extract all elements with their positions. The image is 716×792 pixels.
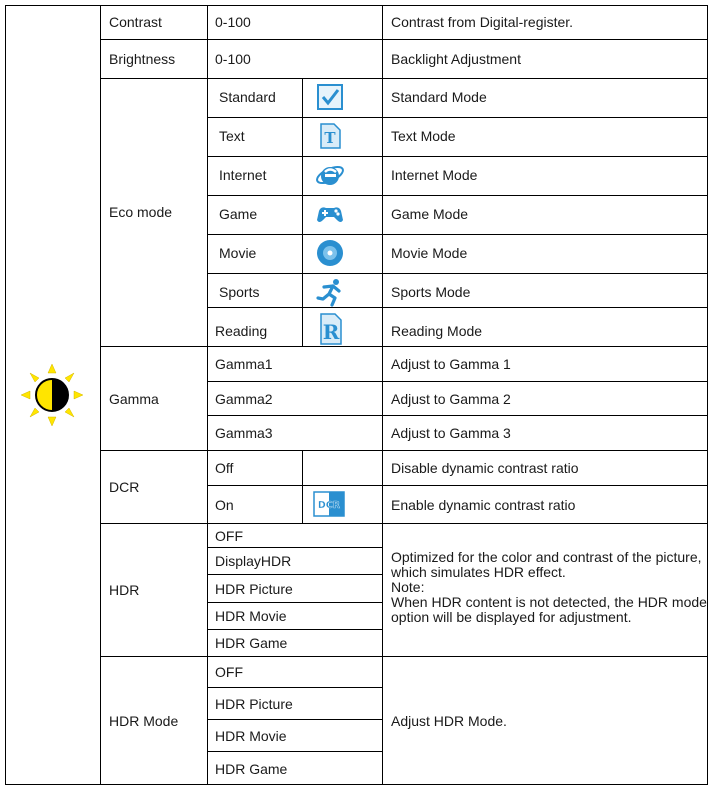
dcr-desc-on: Enable dynamic contrast ratio [391, 497, 576, 513]
gamma-label: Gamma [109, 391, 159, 407]
hdr-mode-item-picture: HDR Picture [215, 696, 293, 712]
gamma-desc-2: Adjust to Gamma 2 [391, 391, 511, 407]
hdr-mode-item-game: HDR Game [215, 761, 288, 777]
eco-item-game: Game [219, 206, 258, 222]
divider [207, 415, 708, 416]
divider [100, 39, 708, 40]
checkmark-icon [315, 82, 345, 112]
eco-desc-standard: Standard Mode [391, 89, 487, 105]
gamepad-icon [315, 199, 345, 229]
divider [207, 273, 708, 274]
divider [382, 5, 383, 785]
divider [207, 719, 382, 720]
dcr-desc-off: Disable dynamic contrast ratio [391, 460, 579, 476]
contrast-desc: Contrast from Digital-register. [391, 14, 574, 30]
eco-desc-game: Game Mode [391, 206, 469, 222]
divider [207, 307, 708, 308]
hdr-item-movie: HDR Movie [215, 608, 287, 624]
hdr-mode-desc: Adjust HDR Mode. [391, 713, 507, 729]
dcr-item-off: Off [215, 460, 234, 476]
divider [207, 751, 382, 752]
dcr-label: DCR [109, 479, 140, 495]
divider [100, 346, 708, 347]
brightness-desc: Backlight Adjustment [391, 51, 521, 67]
hdr-desc [391, 550, 706, 625]
text-icon [315, 121, 345, 151]
brightness-label: Brightness [109, 51, 176, 67]
hdr-desc-line: When HDR content is not detected, the HDR mode [391, 594, 707, 610]
contrast-range: 0-100 [215, 14, 251, 30]
divider [302, 78, 303, 346]
divider [207, 574, 382, 575]
gamma-desc-1: Adjust to Gamma 1 [391, 356, 511, 372]
divider [207, 485, 708, 486]
eco-item-standard: Standard [219, 89, 276, 105]
eco-desc-sports: Sports Mode [391, 284, 471, 300]
divider [302, 450, 303, 523]
divider [100, 656, 708, 657]
gamma-item-1: Gamma1 [215, 356, 273, 372]
divider [207, 156, 708, 157]
hdr-desc-line: which simulates HDR effect. [391, 564, 566, 580]
eco-item-movie: Movie [219, 245, 257, 261]
eco-desc-internet: Internet Mode [391, 167, 478, 183]
divider [207, 381, 708, 382]
eco-desc-reading: Reading Mode [391, 323, 483, 339]
hdr-mode-label: HDR Mode [109, 713, 179, 729]
eco-item-reading: Reading [215, 323, 268, 339]
hdr-item-game: HDR Game [215, 635, 288, 651]
gamma-item-3: Gamma3 [215, 425, 273, 441]
eco-desc-movie: Movie Mode [391, 245, 468, 261]
divider [207, 602, 382, 603]
eco-mode-label: Eco mode [109, 204, 173, 220]
disc-icon [315, 238, 345, 268]
divider [100, 78, 708, 79]
dcr-icon-text: DCR [317, 500, 341, 511]
divider [100, 523, 708, 524]
luminance-table [5, 5, 708, 785]
eco-item-internet: Internet [219, 167, 267, 183]
hdr-item-off: OFF [215, 528, 243, 544]
dcr-item-on: On [215, 497, 234, 513]
hdr-desc-line: Optimized for the color and contrast of the picture, [391, 549, 702, 565]
hdr-label: HDR [109, 582, 140, 598]
dcr-icon [313, 489, 345, 519]
text-icon-letter: T [324, 129, 336, 147]
eco-item-text: Text [219, 128, 245, 144]
hdr-item-picture: HDR Picture [215, 581, 293, 597]
hdr-item-displayhdr: DisplayHDR [215, 553, 292, 569]
eco-desc-text: Text Mode [391, 128, 456, 144]
hdr-desc-line: option will be displayed for adjustment. [391, 609, 632, 625]
divider [100, 450, 708, 451]
divider [207, 687, 382, 688]
divider [207, 195, 708, 196]
gamma-item-2: Gamma2 [215, 391, 273, 407]
hdr-desc-line: Note: [391, 579, 425, 595]
eco-item-sports: Sports [219, 284, 260, 300]
divider [207, 547, 382, 548]
reading-icon [315, 312, 345, 346]
hdr-mode-item-off: OFF [215, 664, 243, 680]
brightness-range: 0-100 [215, 51, 251, 67]
divider [207, 234, 708, 235]
divider [100, 5, 101, 785]
internet-explorer-icon [315, 160, 345, 190]
divider [207, 629, 382, 630]
contrast-label: Contrast [109, 14, 162, 30]
runner-icon [315, 277, 345, 307]
reading-icon-letter: R [322, 320, 340, 344]
gamma-desc-3: Adjust to Gamma 3 [391, 425, 511, 441]
divider [207, 117, 708, 118]
divider [207, 5, 208, 785]
hdr-mode-item-movie: HDR Movie [215, 728, 287, 744]
brightness-sun-icon [20, 363, 84, 427]
